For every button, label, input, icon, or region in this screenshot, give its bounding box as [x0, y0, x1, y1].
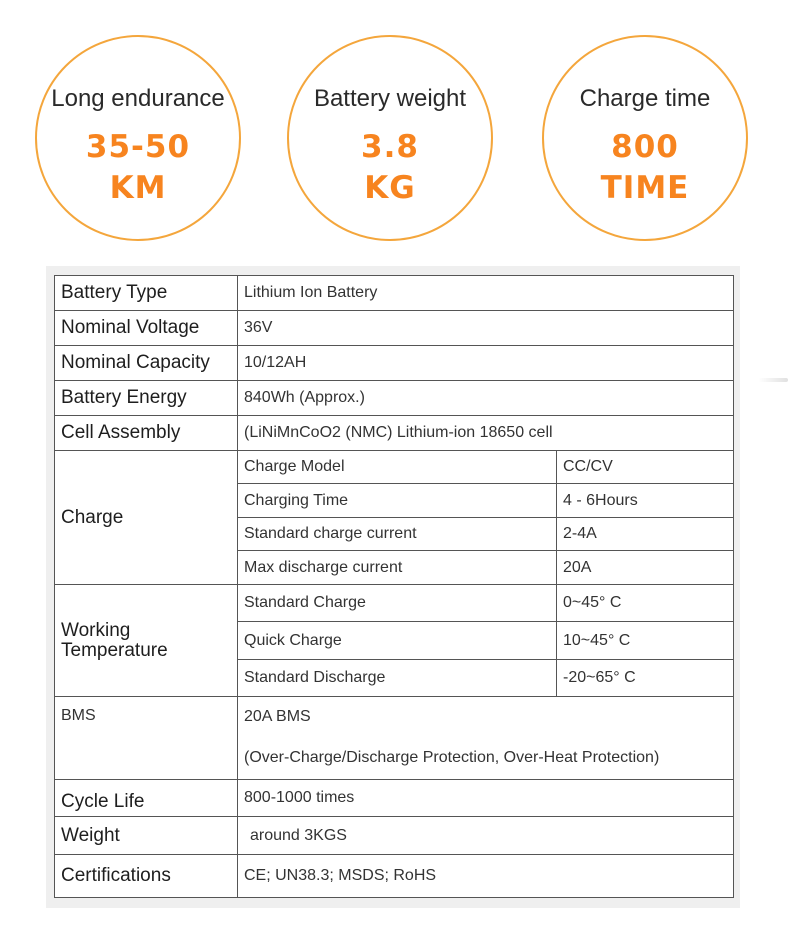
charge-row-name: Standard charge current [237, 517, 557, 551]
endurance-unit: KM [109, 170, 167, 206]
nominal-voltage-label: Nominal Voltage [54, 310, 238, 346]
bms-line1: 20A BMS [237, 696, 734, 737]
spec-table [46, 266, 740, 908]
weight-unit: KG [364, 170, 416, 206]
charge-row-value: 4 - 6Hours [556, 483, 734, 518]
cell-assembly-value: (LiNiMnCoO2 (NMC) Lithium-ion 18650 cell [237, 415, 734, 451]
charge-time-label: Charge time [579, 85, 711, 112]
endurance-label: Long endurance [51, 85, 225, 112]
charge-row-name: Charge Model [237, 450, 557, 484]
battery-energy-label: Battery Energy [54, 380, 238, 416]
endurance-circle [35, 35, 241, 241]
nominal-voltage-value: 36V [237, 310, 734, 346]
charge-label: Charge [54, 450, 238, 585]
endurance-value: 35-50 [85, 129, 191, 165]
cycle-life-value: 800-1000 times [237, 779, 734, 817]
temperature-row-value: -20~65° C [556, 659, 734, 697]
battery-type-label: Battery Type [54, 275, 238, 311]
working-temperature-line1: Working [61, 619, 131, 641]
charge-time-circle [542, 35, 748, 241]
certifications-label: Certifications [54, 854, 238, 898]
working-temperature-label [54, 584, 238, 697]
cycle-life-label: Cycle Life [54, 779, 238, 817]
weight-value: 3.8 [361, 129, 419, 165]
working-temperature-line2: Temperature [61, 639, 168, 661]
temperature-row-name: Quick Charge [237, 621, 557, 660]
battery-energy-value: 840Wh (Approx.) [237, 380, 734, 416]
charge-row-value: CC/CV [556, 450, 734, 484]
spec-grid [54, 275, 734, 898]
decorative-smudge [758, 378, 788, 382]
charge-row-name: Charging Time [237, 483, 557, 518]
charge-time-value: 800 [611, 129, 679, 165]
cell-assembly-label: Cell Assembly [54, 415, 238, 451]
charge-row-value: 2-4A [556, 517, 734, 551]
charge-row-value: 20A [556, 550, 734, 585]
charge-time-unit: TIME [600, 170, 690, 206]
temperature-row-value: 10~45° C [556, 621, 734, 660]
nominal-capacity-label: Nominal Capacity [54, 345, 238, 381]
nominal-capacity-value: 10/12AH [237, 345, 734, 381]
bms-line2: (Over-Charge/Discharge Protection, Over-Heat Protection) [237, 736, 734, 780]
temperature-row-value: 0~45° C [556, 584, 734, 622]
weight-circle [287, 35, 493, 241]
certifications-value: CE; UN38.3; MSDS; RoHS [237, 854, 734, 898]
temperature-row-name: Standard Charge [237, 584, 557, 622]
weight-spec-value: around 3KGS [237, 816, 734, 855]
temperature-row-name: Standard Discharge [237, 659, 557, 697]
battery-type-value: Lithium Ion Battery [237, 275, 734, 311]
charge-row-name: Max discharge current [237, 550, 557, 585]
bms-label: BMS [54, 696, 238, 780]
weight-spec-label: Weight [54, 816, 238, 855]
weight-label: Battery weight [313, 85, 467, 112]
